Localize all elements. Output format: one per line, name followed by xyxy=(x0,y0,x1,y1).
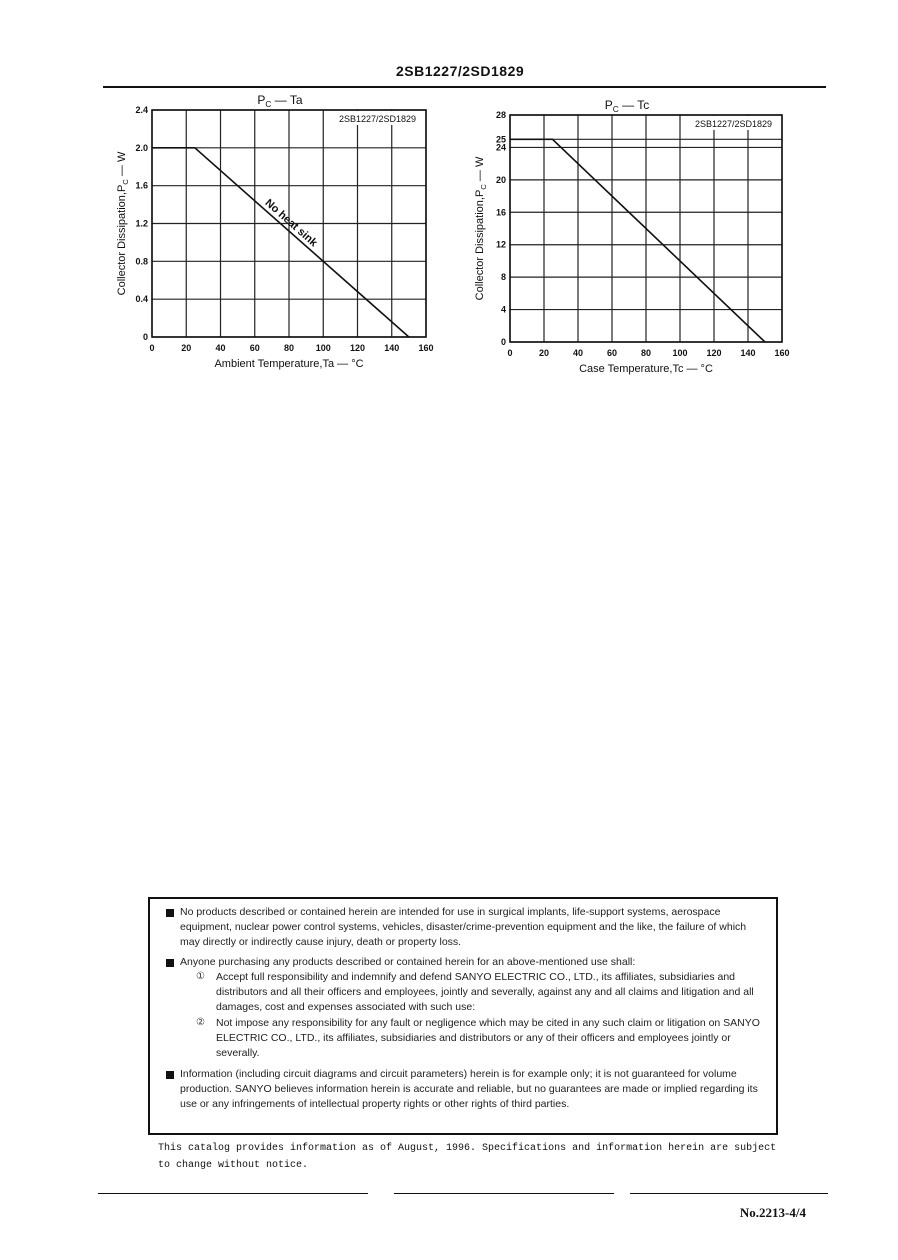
disclaimer-box xyxy=(148,897,778,1135)
y-tick-label: 24 xyxy=(495,142,506,153)
sub-item-number: ① xyxy=(196,971,205,982)
page-title: 2SB1227/2SD1829 xyxy=(396,63,525,79)
y-tick-label: 2.4 xyxy=(135,105,148,115)
x-tick-label: 100 xyxy=(315,343,331,353)
series-line xyxy=(152,148,409,337)
x-tick-label: 80 xyxy=(283,343,295,353)
inset-label: 2SB1227/2SD1829 xyxy=(695,119,773,129)
bullet-icon xyxy=(166,909,174,917)
x-tick-label: 140 xyxy=(740,348,756,358)
y-axis-label: Collector $Dissipation,P_C$ — W xyxy=(474,156,488,301)
x-tick-label: 0 xyxy=(149,343,155,353)
doc-number: No.2213-4/4 xyxy=(739,1205,806,1220)
chart-title: $P_C$ — Ta xyxy=(257,93,303,109)
y-tick-label: 0 xyxy=(500,337,506,347)
sub-item-number: ② xyxy=(196,1017,205,1028)
footer-rule-middle xyxy=(394,1193,614,1194)
x-tick-label: 60 xyxy=(249,343,260,353)
x-tick-label: 140 xyxy=(384,343,400,353)
x-axis-label: Case Temperature,Tc — °C xyxy=(579,363,713,375)
disclaimer-item-2-intro: Anyone purchasing any products described or contained herein for an above-mentioned use shall: xyxy=(180,956,636,968)
y-tick-label: 0 xyxy=(142,332,148,342)
footer-rule-left xyxy=(98,1193,368,1194)
line-annotation: No heat sink xyxy=(262,196,320,250)
x-tick-label: 20 xyxy=(181,343,192,353)
inset-label: 2SB1227/2SD1829 xyxy=(339,114,417,124)
x-tick-label: 100 xyxy=(672,348,688,358)
y-tick-label: 8 xyxy=(500,272,506,283)
x-tick-label: 0 xyxy=(507,348,513,358)
x-tick-label: 160 xyxy=(418,343,434,353)
bullet-icon xyxy=(166,959,174,967)
y-tick-label: 0.8 xyxy=(135,256,148,267)
x-tick-label: 60 xyxy=(606,348,618,358)
x-tick-label: 40 xyxy=(572,348,584,358)
y-tick-label: 28 xyxy=(495,110,506,120)
x-tick-label: 20 xyxy=(538,348,550,358)
chart-pc-tc xyxy=(465,95,795,380)
disclaimer-item-1: No products described or contained herein are intended for use in surgical implants, life-support systems, aerospace equipment, nuclear power control systems, vehicles, disaster/crime-prevention equipment and the like, the failure of which may directly or indirectly cause injury, death or property loss. xyxy=(180,906,747,948)
y-tick-label: 16 xyxy=(495,207,506,218)
x-tick-label: 40 xyxy=(215,343,226,353)
y-tick-label: 12 xyxy=(495,239,506,250)
notice-line-1: This catalog provides information as of August, 1996. Specifications and information herein are subject xyxy=(158,1143,777,1154)
y-tick-label: 1.6 xyxy=(135,180,148,191)
x-axis-label: Ambient Temperature,Ta — °C xyxy=(214,358,364,370)
header-rule xyxy=(103,86,826,88)
y-tick-label: 2.0 xyxy=(135,142,148,153)
disclaimer-item-3: Information (including circuit diagrams and circuit parameters) herein is for example only; it is not guaranteed for volume production. SANYO believes information herein is accurate and reliable, but no guarantees are made or implied regarding its use or any infringements of intellectual property rights or other rights of third parties. xyxy=(180,1068,758,1110)
disclaimer-item-2-sub-2: Not impose any responsibility for any fault or negligence which may be cited in any such claim or litigation on SANYO ELECTRIC CO., LTD., its affiliates, subsidiaries and distributors or any of their officers and employees jointly or severally. xyxy=(216,1017,760,1059)
disclaimer-item-2-sub-1: Accept full responsibility and indemnify and defend SANYO ELECTRIC CO., LTD., its affiliates, subsidiaries and distributors and all their officers and employees, jointly and severally, against any and all claims and litigation and all damages, cost and expenses associated with such use: xyxy=(216,971,754,1013)
y-tick-label: 1.2 xyxy=(135,218,148,229)
bullet-icon xyxy=(166,1071,174,1079)
y-axis-label: Collector $Dissipation,P_C$ — W xyxy=(116,151,130,296)
y-tick-label: 4 xyxy=(500,304,506,315)
chart-title: $P_C$ — Tc xyxy=(604,98,650,114)
footer-rule-right xyxy=(630,1193,828,1194)
chart-pc-ta xyxy=(105,90,445,375)
x-tick-label: 80 xyxy=(640,348,652,358)
y-tick-label: 25 xyxy=(495,134,506,145)
x-tick-label: 160 xyxy=(774,348,790,358)
y-tick-label: 20 xyxy=(495,174,506,185)
series-line xyxy=(510,139,765,342)
x-tick-label: 120 xyxy=(349,343,366,353)
y-tick-label: 0.4 xyxy=(135,294,148,305)
x-tick-label: 120 xyxy=(706,348,722,358)
notice-line-2: to change without notice. xyxy=(158,1160,309,1171)
